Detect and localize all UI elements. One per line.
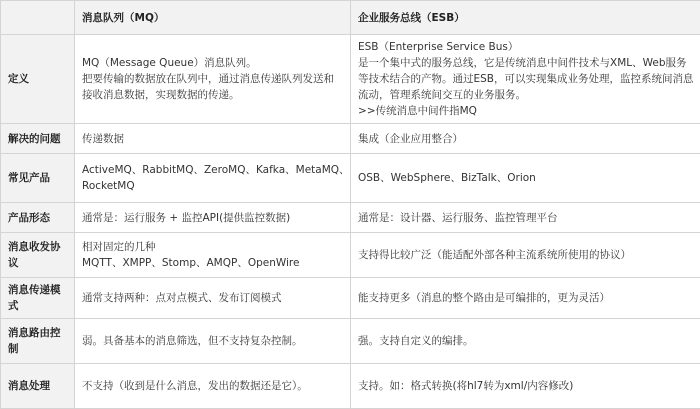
row-label-form: 产品形态 [1,203,75,233]
cell-line: 不支持（收到是什么消息，发出的数据还是它）。 [82,378,344,394]
mq-cell-mode [75,278,351,319]
table-row [1,154,700,203]
cell-line: 通常支持两种：点对点模式、发布订阅模式 [82,290,344,306]
esb-cell-products [351,154,700,203]
mq-cell-problem [75,124,351,154]
esb-cell-form [351,203,700,233]
table-row [1,364,700,409]
header-row [1,1,700,35]
cell-line: 传递数据 [82,131,344,147]
cell-line: 弱。具备基本的消息筛选，但不支持复杂控制。 [82,333,344,349]
cell-line: ActiveMQ、RabbitMQ、ZeroMQ、Kafka、MetaMQ、 [82,162,344,178]
cell-line: RocketMQ [82,178,344,194]
mq-cell-definition [75,35,351,124]
cell-line: 能支持更多（消息的整个路由是可编排的，更为灵活） [358,290,694,306]
table-row [1,124,700,154]
cell-line: 集成（企业应用整合） [358,131,694,147]
row-label-mode: 消息传递模式 [1,278,75,319]
cell-line: 通常是：运行服务 + 监控API(提供监控数据) [82,210,344,226]
esb-cell-processing [351,364,700,409]
cell-line: 是一个集中式的服务总线，它是传统消息中间件技术与XML、Web服务等技术结合的产物。通过ESB，可以实现集成业务处理，监控系统间消息流动，管理系统间交互的业务服务。 [358,55,694,103]
cell-line: 支持得比较广泛（能适配外部各种主流系统所使用的协议） [358,247,694,263]
cell-line: 强。支持自定义的编排。 [358,333,694,349]
esb-cell-routing [351,319,700,364]
mq-cell-products [75,154,351,203]
esb-cell-problem [351,124,700,154]
header-esb: 企业服务总线（ESB） [351,1,700,35]
esb-cell-definition [351,35,700,124]
esb-cell-protocol [351,233,700,278]
row-label-protocol: 消息收发协议 [1,233,75,278]
mq-cell-processing [75,364,351,409]
cell-line: ESB（Enterprise Service Bus） [358,39,694,55]
row-label-problem: 解决的问题 [1,124,75,154]
table-row [1,319,700,364]
cell-line: >>传统消息中间件指MQ [358,103,694,119]
table-row [1,203,700,233]
cell-line: 通常是：设计器、运行服务、监控管理平台 [358,210,694,226]
mq-cell-form [75,203,351,233]
row-label-products: 常见产品 [1,154,75,203]
table-row [1,233,700,278]
header-mq: 消息队列（MQ） [75,1,351,35]
cell-line: 相对固定的几种 [82,239,344,255]
row-label-definition: 定义 [1,35,75,124]
cell-line: 把要传输的数据放在队列中，通过消息传递队列发送和接收消息数据，实现数据的传递。 [82,71,344,103]
table-row [1,278,700,319]
cell-line: MQTT、XMPP、Stomp、AMQP、OpenWire [82,255,344,271]
cell-line: MQ（Message Queue）消息队列。 [82,55,344,71]
header-corner [1,1,75,35]
row-label-routing: 消息路由控制 [1,319,75,364]
table-row [1,35,700,124]
cell-line: OSB、WebSphere、BizTalk、Orion [358,170,694,186]
cell-line: 支持。如：格式转换(将hl7转为xml/内容修改) [358,378,694,394]
row-label-processing: 消息处理 [1,364,75,409]
esb-cell-mode [351,278,700,319]
mq-cell-routing [75,319,351,364]
mq-cell-protocol [75,233,351,278]
